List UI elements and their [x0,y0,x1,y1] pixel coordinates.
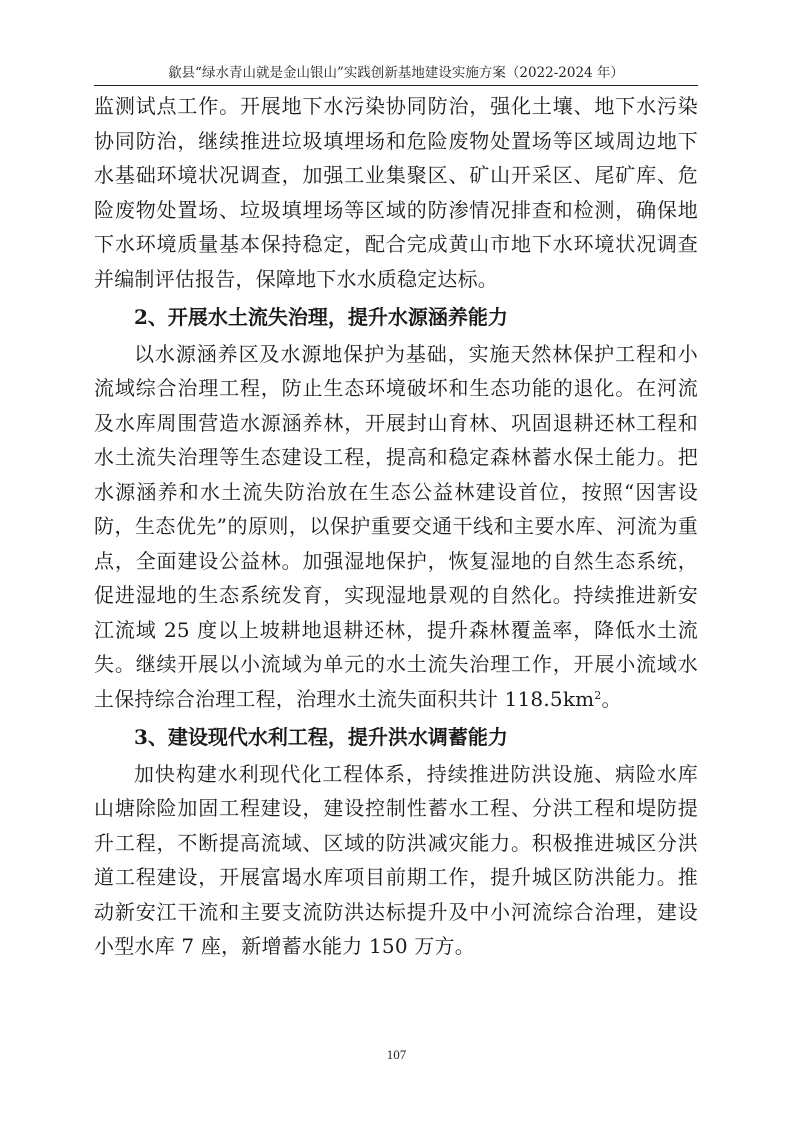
paragraph-soil-erosion-end: 。 [601,686,622,711]
page-number: 107 [386,1047,407,1062]
paragraph-water-conservancy: 加快构建水利现代化工程体系，持续推进防洪设施、病险水库山塘除险加固工程建设，建设控制性蓄水工程、分洪工程和堤防提升工程，不断提高流域、区域的防洪减灾能力。积极推进城区分洪道工程建设，开展富堨水库项目前期工作，提升城区防洪能力。推动新安江干流和主要支流防洪达标提升及中小河流综合治理，建设小型水库 7 座，新增蓄水能力 150 万方。 [94,761,698,958]
section-heading-2: 2、开展水土流失治理，提升水源涵养能力 [134,305,508,329]
paragraph-soil-erosion-text: 以水源涵养区及水源地保护为基础，实施天然林保护工程和小流域综合治理工程，防止生态环境破坏和生态功能的退化。在河流及水库周围营造水源涵养林，开展封山育林、巩固退耕还林工程和水土流失治理等生态建设工程，提高和稳定森林蓄水保土能力。把水源涵养和水土流失防治放在生态公益林建设首位，按照“因害设防，生态优先”的原则，以保护重要交通干线和主要水库、河流为重点，全面建设公益林。加强湿地保护，恢复湿地的自然生态系统，促进湿地的生态系统发育，实现湿地景观的自然化。持续推进新安江流域 25 度以上坡耕地退耕还林，提升森林覆盖率，降低水土流失。继续开展以小流域为单元的水土流失治理工作，开展小流域水土保持综合治理工程，治理水土流失面积共计 118.5km [94,341,698,711]
section-heading-3: 3、建设现代水利工程，提升洪水调蓄能力 [134,725,508,749]
paragraph-groundwater: 监测试点工作。开展地下水污染协同防治，强化土壤、地下水污染协同防治，继续推进垃圾填埋场和危险废物处置场等区域周边地下水基础环境状况调查，加强工业集聚区、矿山开采区、尾矿库、危险废物处置场、垃圾填埋场等区域的防渗情况排查和检测，确保地下水环境质量基本保持稳定，配合完成黄山市地下水环境状况调查并编制评估报告，保障地下水水质稳定达标。 [94,94,698,291]
header-rule [94,85,698,86]
running-header: 歙县“绿水青山就是金山银山”实践创新基地建设实施方案（2022-2024 年） [168,65,624,81]
superscript-2: 2 [594,688,602,702]
paragraph-soil-erosion [94,337,698,717]
document-body [94,89,698,964]
